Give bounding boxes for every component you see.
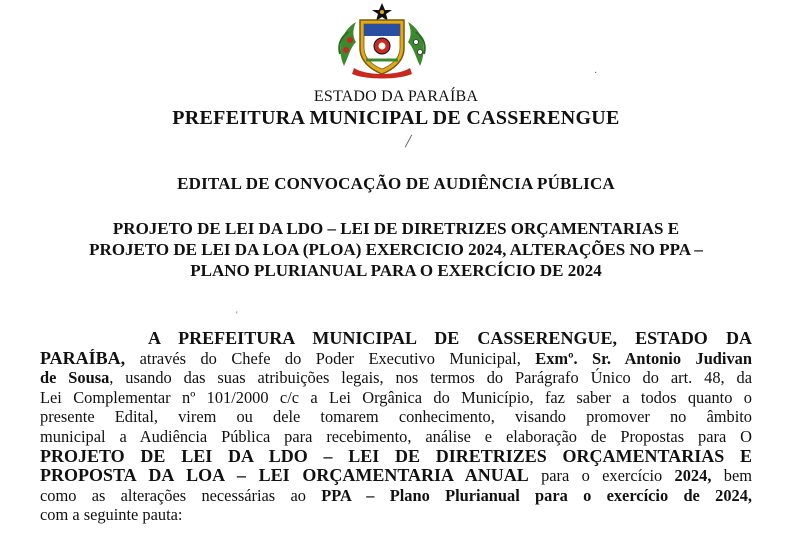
project-heading-line: PLANO PLURIANUAL PARA O EXERCÍCIO DE 2024 <box>190 261 602 280</box>
body-text: com a seguinte pauta: <box>40 505 183 525</box>
body-line-8 <box>40 466 752 486</box>
project-heading-line: PROJETO DE LEI DA LOA (PLOA) EXERCICIO 2024, ALTERAÇÕES NO PPA – <box>89 240 703 259</box>
scan-stroke <box>405 135 412 148</box>
body-text: , usando das suas atribuições legais, nos termos do Parágrafo Único do art. 48, da <box>109 368 752 388</box>
mayor-name-part: Exmº. Sr. Antonio Judivan <box>535 348 752 368</box>
crest-left-branch <box>340 22 356 66</box>
prefecture-name: PREFEITURA MUNICIPAL DE CASSERENGUE <box>172 107 620 129</box>
body-text: municipal a Audiência Pública para recebimento, análise e elaboração de Propostas para O <box>40 426 752 446</box>
body-text: presente Edital, virem ou dele tomarem conhecimento, visando promover no âmbito <box>40 407 752 427</box>
body-bold-text: PARAÍBA, <box>40 348 126 368</box>
scan-speck: · <box>594 68 598 79</box>
body-line-5 <box>40 407 752 427</box>
state-name: ESTADO DA PARAÍBA <box>313 88 479 105</box>
body-line-4 <box>40 388 752 408</box>
body-line-10 <box>40 505 752 525</box>
body-text: através do Chefe do Poder Executivo Municipal, <box>125 348 536 368</box>
scan-speck: ' <box>236 310 238 320</box>
body-line-7 <box>40 447 752 467</box>
body-text: Lei Complementar nº 101/2000 c/c a Lei Orgânica do Município, faz saber a todos quanto o <box>40 387 752 407</box>
body-bold-text: PPA – Plano Plurianual para o exercício de 2024, <box>321 485 752 505</box>
municipal-coat-of-arms <box>326 2 438 80</box>
project-heading <box>0 218 792 281</box>
project-heading-line: PROJETO DE LEI DA LDO – LEI DE DIRETRIZES ORÇAMENTARIAS E <box>112 219 680 238</box>
body-bold-text: PROPOSTA DA LOA – LEI ORÇAMENTARIA ANUAL <box>40 466 529 486</box>
body-line-3 <box>40 368 752 388</box>
body-line-1 <box>40 329 752 349</box>
body-text: para o exercício <box>528 466 675 486</box>
body-text: como as alterações necessárias ao <box>40 485 322 505</box>
document-title: EDITAL DE CONVOCAÇÃO DE AUDIÊNCIA PÚBLICA <box>177 174 615 193</box>
body-bold-text: A PREFEITURA MUNICIPAL DE CASSERENGUE, ESTADO DA <box>148 329 752 348</box>
body-line-9 <box>40 486 752 506</box>
mayor-name-part: de Sousa <box>40 368 110 388</box>
body-line-2 <box>40 349 752 369</box>
body-paragraph <box>40 329 752 525</box>
body-bold-text: PROJETO DE LEI DA LDO – LEI DE DIRETRIZES ORÇAMENTARIAS E <box>40 446 752 466</box>
year-text: 2024, <box>674 466 712 486</box>
body-line-6 <box>40 427 752 447</box>
body-text: bem <box>711 466 752 486</box>
